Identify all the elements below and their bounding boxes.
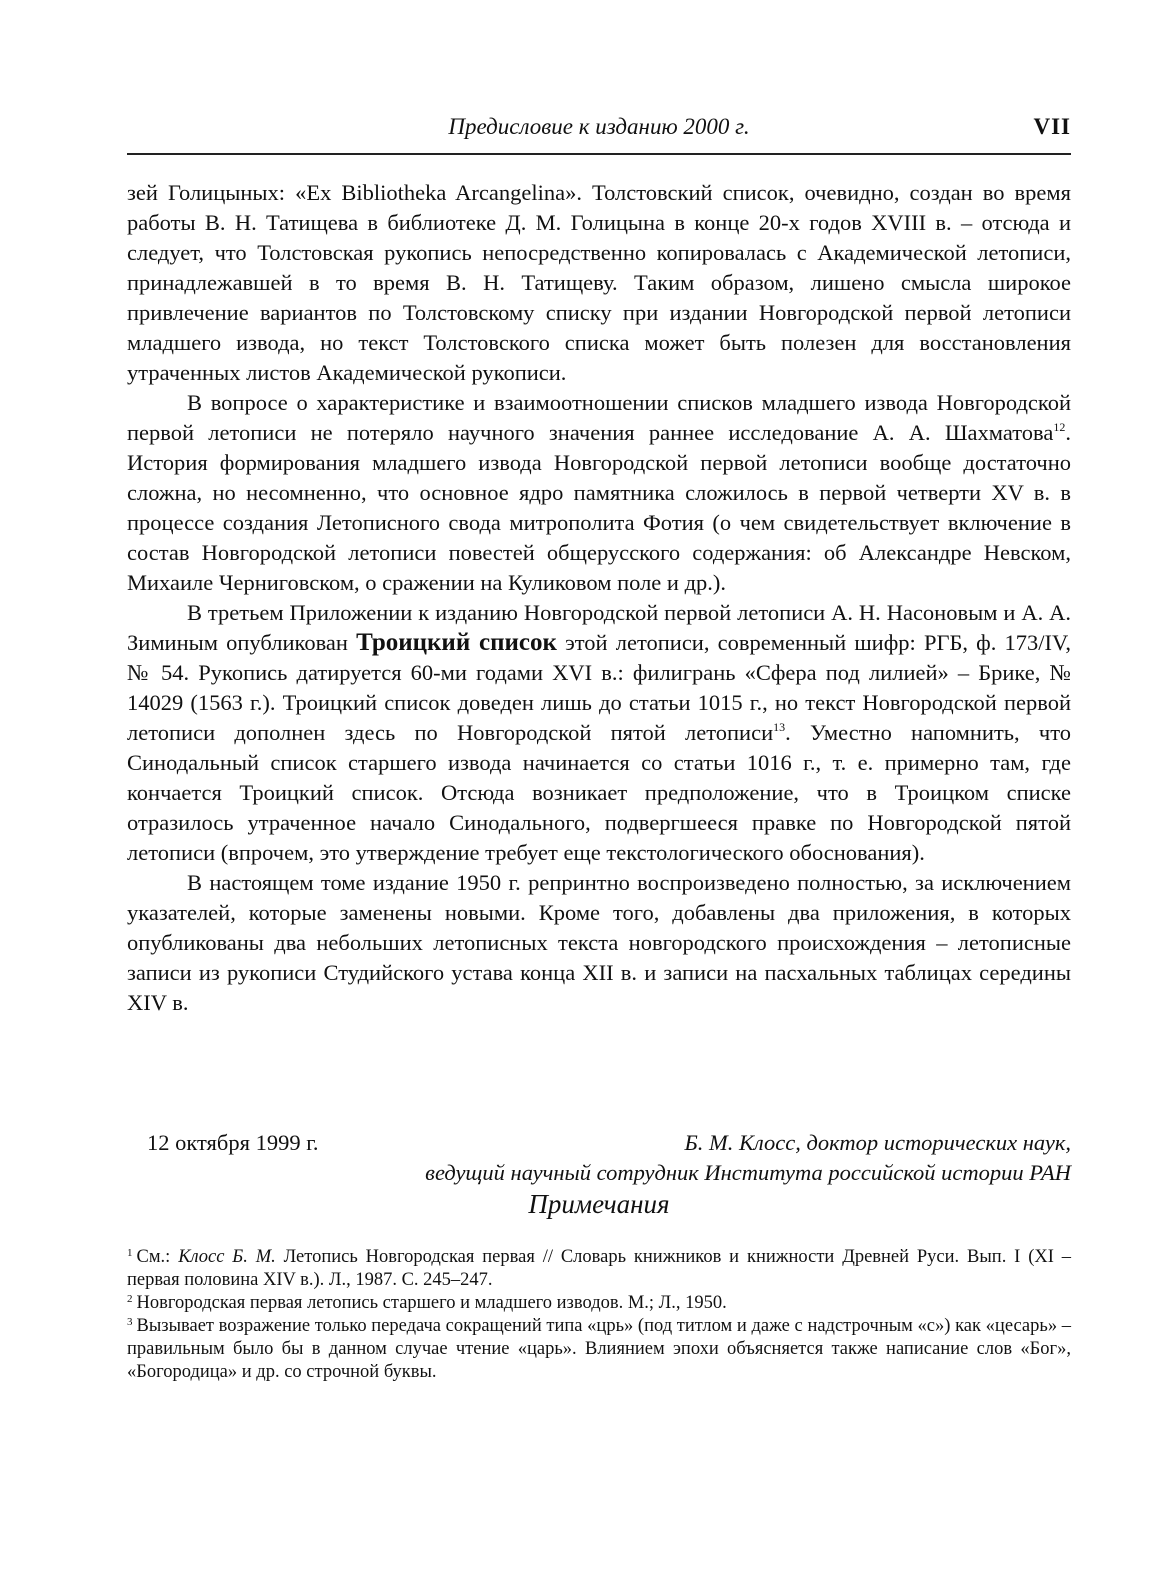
note-3-text: Вызывает возражение только передача сокращений типа «црь» (под титлом и даже с надстрочным «с») как «цесарь» – правильным было бы в данном случае чтение «царь». Влиянием эпохи объясняется также написание слов «Бог», «Богородица» и др. со строчной буквы. [127, 1316, 1071, 1382]
note-1-mark: 1 [127, 1247, 133, 1259]
note-3 [127, 1315, 1071, 1384]
note-1-text: Летопись Новгородская первая // Словарь книжников и книжности Древней Руси. Вып. I (XI – первая половина XIV в.). Л., 1987. С. 245–247. [127, 1247, 1072, 1290]
header-rule [127, 153, 1071, 155]
footnote-ref-13: 13 [773, 720, 786, 734]
paragraph-2 [127, 388, 1071, 598]
note-3-mark: 3 [127, 1316, 133, 1328]
paragraph-2-text-b: . История формирования младшего извода Новгородской первой летописи вообще достаточно сложна, но несомненно, что основное ядро памятника сложилось в первой четверти XV в. в процессе создания Летописного свода митрополита Фотия (о чем свидетельствует включение в состав Новгородской летописи повестей общерусского содержания: об Александре Невском, Михаиле Черниговском, о сражении на Куликовом поле и др.). [127, 420, 1071, 595]
note-2-text: Новгородская первая летопись старшего и младшего изводов. М.; Л., 1950. [136, 1293, 727, 1313]
paragraph-3-bold-term: Троицкий список [356, 629, 557, 656]
paragraph-1: зей Голицыных: «Ex Bibliotheka Arcangelina». Толстовский список, очевидно, создан во время работы В. Н. Татищева в библиотеке Д. М. Голицына в конце 20-х годов XVIII в. – отсюда и следует, что Толстовская рукопись непосредственно копировалась с Академической летописи, принадлежавшей в то время В. Н. Татищеву. Таким образом, лишено смысла широкое привлечение вариантов по Толстовскому списку при издании Новгородской первой летописи младшего извода, но текст Толстовского списка может быть полезен для восстановления утраченных листов Академической рукописи. [127, 180, 1071, 385]
paragraph-3-text-b: этой летописи, современный шифр: РГБ, ф. 173/IV, № 54. Рукопись датируется 60-ми годами XVI в.: филигрань «Сфера под лилией» – Брике, № 14029 (1563 г.). Троицкий список доведен лишь до статьи 1015 г., но текст Новгородской первой летописи дополнен здесь по Новгородской пятой летописи [127, 630, 1071, 745]
running-head [127, 113, 1071, 153]
note-1-author: Клосс Б. М. [178, 1247, 276, 1267]
paragraph-4: В настоящем томе издание 1950 г. репринтно воспроизведено полностью, за исключением указателей, которые заменены новыми. Кроме того, добавлены два приложения, в которых опубликованы два небольших летописных текста новгородского происхождения – летописные записи из рукописи Студийского устава конца XII в. и записи на пасхальных таблицах середины XIV в. [127, 870, 1071, 1015]
note-2-mark: 2 [127, 1293, 133, 1305]
notes-heading: Примечания [528, 1189, 670, 1219]
signature-position: ведущий научный сотрудник Института российской истории РАН [425, 1160, 1071, 1185]
note-1 [127, 1246, 1071, 1292]
paragraph-3-text-a: В третьем Приложении к изданию Новгородской первой летописи А. Н. Насоновым и А. А. Зиминым опубликован [127, 600, 1071, 655]
note-1-prefix: См.: [136, 1247, 179, 1267]
note-2 [127, 1292, 1071, 1315]
signature-author: Б. М. Клосс, доктор исторических наук, [684, 1130, 1071, 1155]
signature-date: 12 октября 1999 г. [147, 1130, 319, 1155]
paragraph-2-text-a: В вопросе о характеристике и взаимоотношении списков младшего извода Новгородской первой летописи не потеряло научного значения раннее исследование А. А. Шахматова [127, 390, 1071, 445]
paragraph-3 [127, 598, 1071, 868]
page-number: VII [1033, 114, 1071, 139]
running-title: Предисловие к изданию 2000 г. [448, 114, 750, 139]
paragraph-3-text-c: . Уместно напомнить, что Синодальный список старшего извода начинается со статьи 1016 г., т. е. примерно там, где кончается Троицкий список. Отсюда возникает предположение, что в Троицком списке отразилось утраченное начало Синодального, подвергшееся правке по Новгородской пятой летописи (впрочем, это утверждение требует еще текстологического обоснования). [127, 720, 1071, 865]
notes-list [127, 1246, 1071, 1384]
body-text [127, 178, 1071, 1018]
footnote-ref-12: 12 [1053, 420, 1066, 434]
